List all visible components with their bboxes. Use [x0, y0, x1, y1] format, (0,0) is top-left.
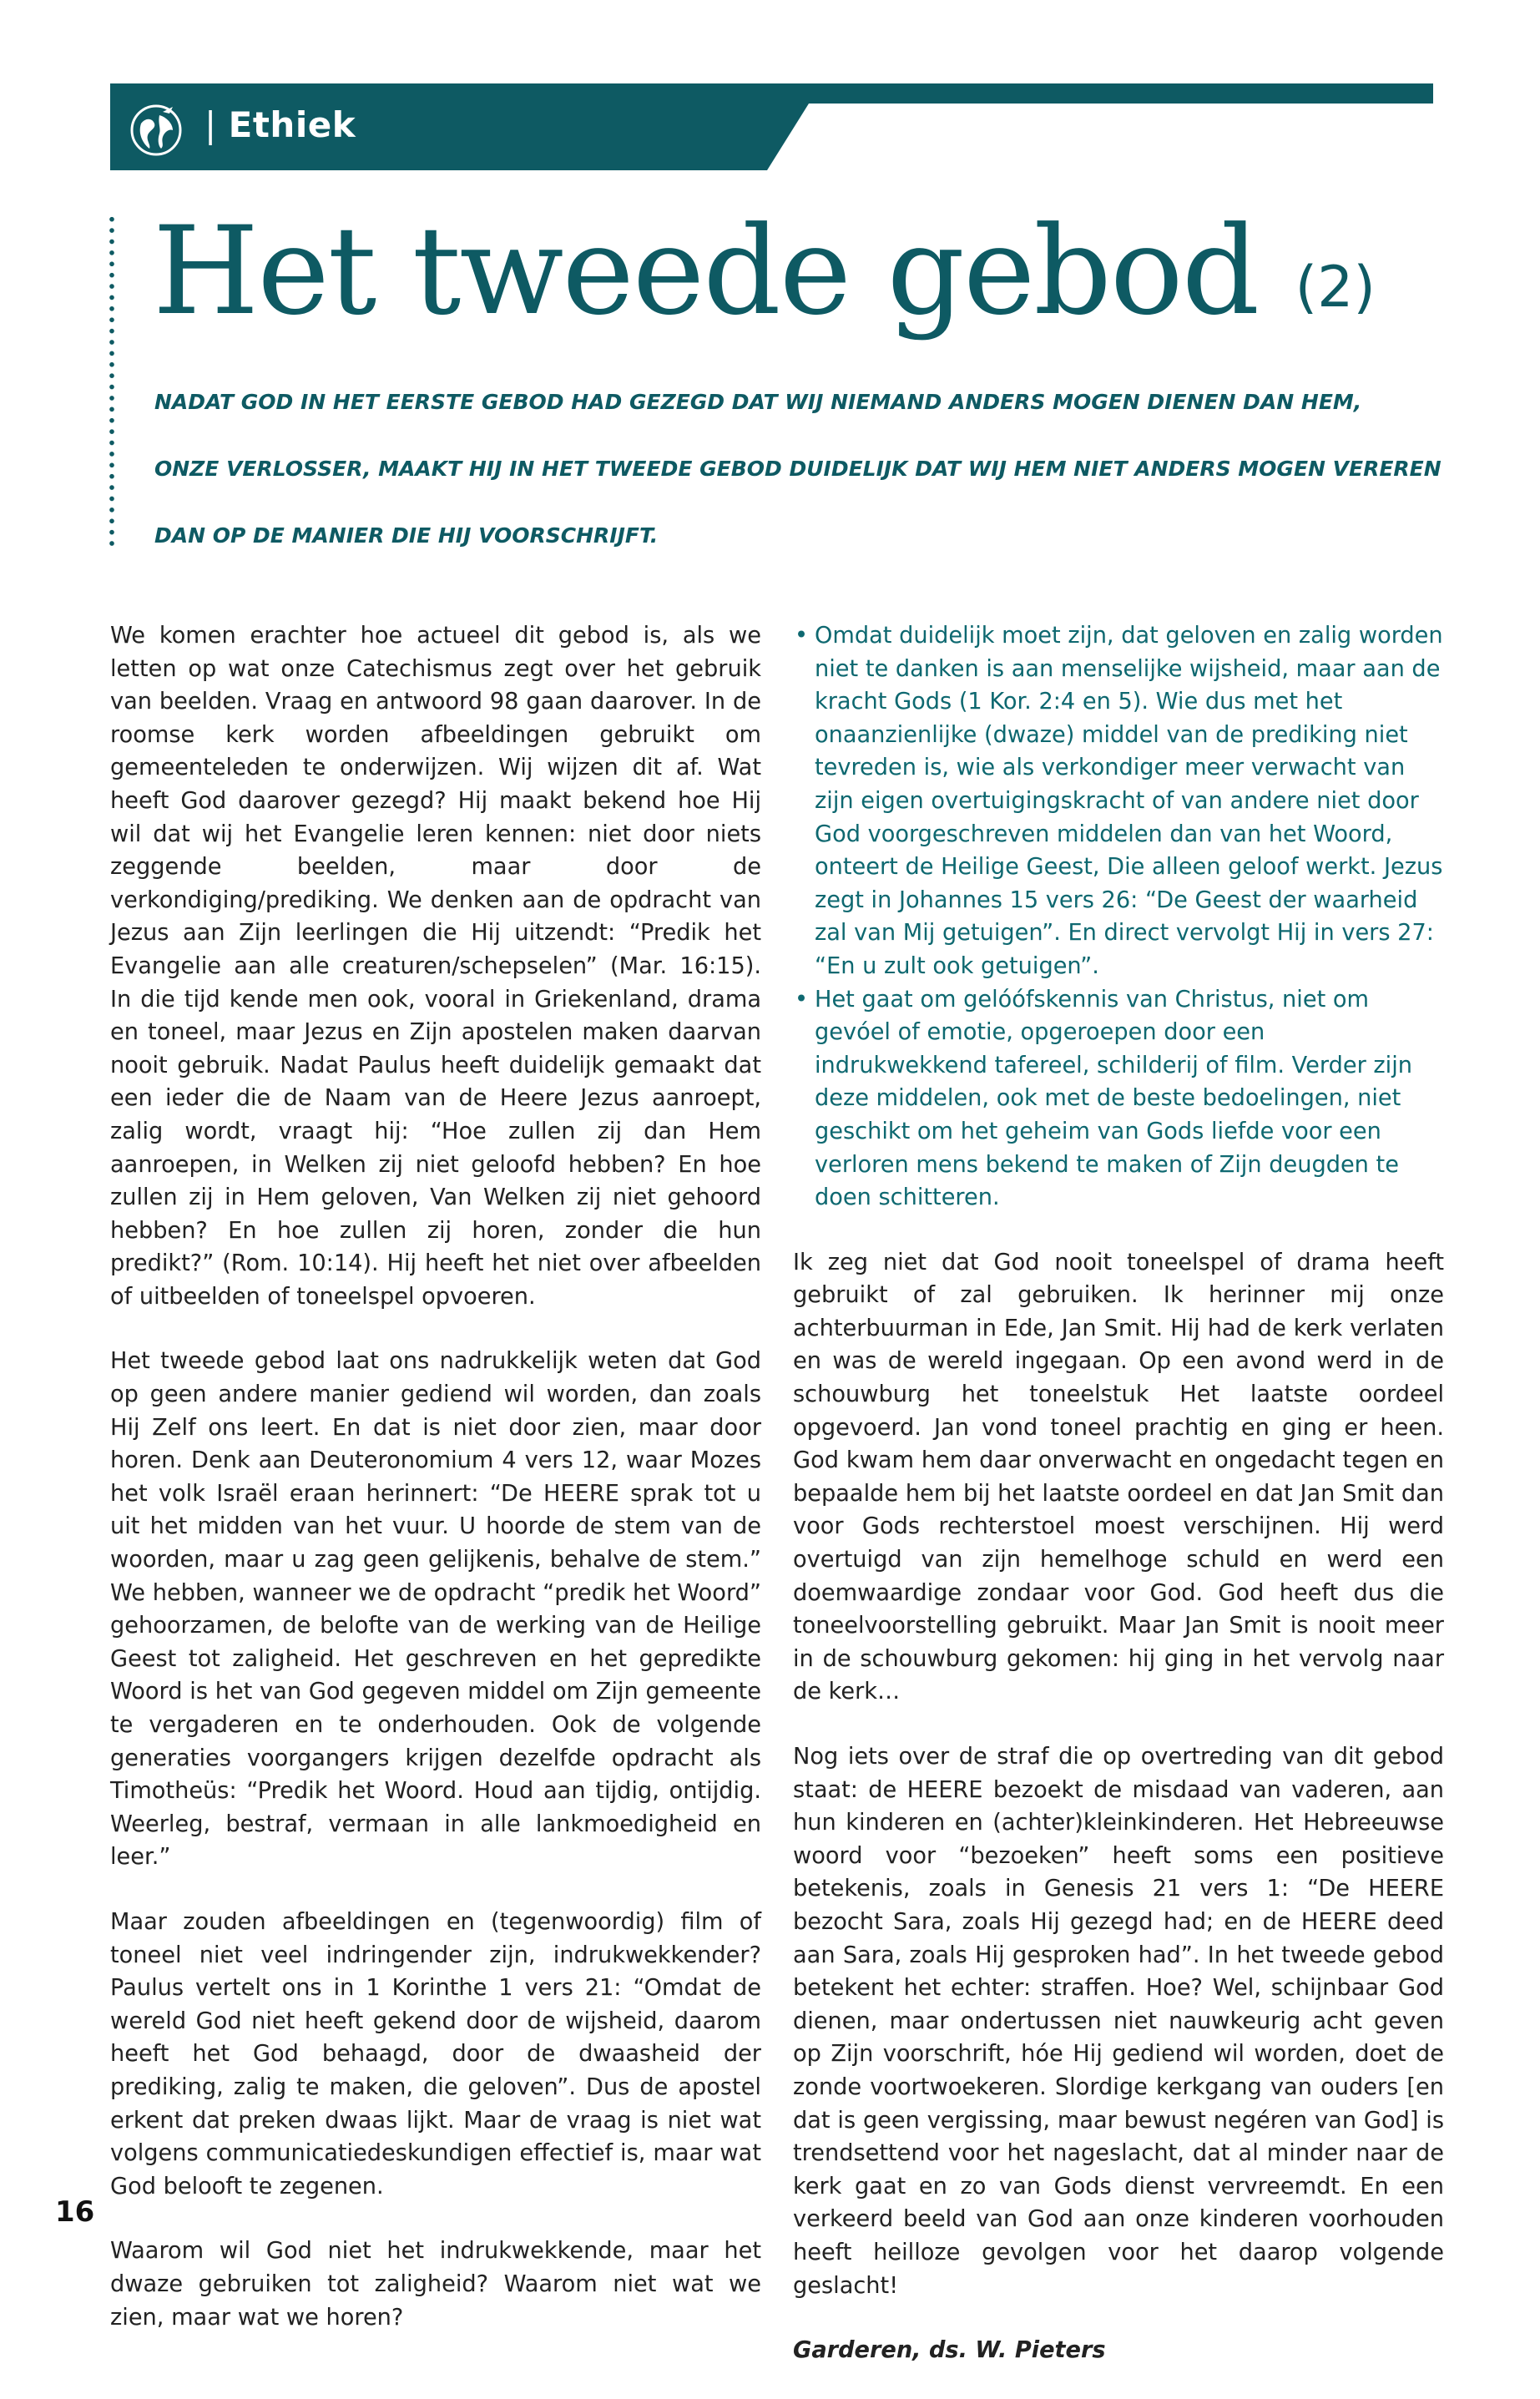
- right-column: [793, 619, 1444, 2399]
- bullet-dot-icon: •: [795, 623, 809, 649]
- body-paragraph: Nog iets over de straf die op overtreding van dit gebod staat: de HEERE bezoekt de misdaad van vaderen, aan hun kinderen en (achter)kleinkinderen. Het Hebreeuwse woord voor “bezoeken” heeft soms een positieve betekenis, zoals in Genesis 21 vers 1: “De HEERE bezocht Sara, zoals Hij gezegd had; en de HEERE deed aan Sara, zoals Hij gesproken had”. In het tweede gebod betekent het echter: straffen. Hoe? Wel, schijnbaar God dienen, maar ondertussen niet nauwkeurig acht geven op Zijn voorschrift, hóe Hij gediend wil worden, doet de zonde voortwoekeren. Slordige kerkgang van ouders [en dat is geen vergissing, maar bewust negéren van God] is trendsettend voor het nageslacht, dat al minder naar de kerk gaat en zo van Gods dienst vervreemdt. En een verkeerd beeld van God aan onze kinderen voorhouden heeft heilloze gevolgen voor het daarop volgende geslacht!: [793, 1744, 1444, 2299]
- body-paragraph: Maar zouden afbeeldingen en (tegenwoordig) film of toneel niet veel indringender zijn, indrukwekkender? Paulus vertelt ons in 1 Korinthe 1 vers 21: “Omdat de wereld God niet heeft gekend door de wijsheid, daarom heeft het God behaagd, door de dwaasheid der prediking, zalig te maken, die geloven”. Dus de apostel erkent dat preken dwaas lijkt. Maar de vraag is niet wat volgens communicatiedeskundigen effectief is, maar wat God belooft te zegenen.: [110, 1908, 761, 2200]
- article-title-number: (2): [1295, 255, 1376, 321]
- bullet-item: [793, 619, 1444, 983]
- body-paragraph: We komen erachter hoe actueel dit gebod is, als we letten op wat onze Catechismus zegt over het gebruik van beelden. Vraag en antwoord 98 gaan daarover. In de roomse kerk worden afbeeldingen gebruikt om gemeenteleden te onderwijzen. Wij wijzen dit af. Wat heeft God daarover gezegd? Hij maakt bekend hoe Hij wil dat wij het Evangelie leren kennen: niet door niets zeggende beelden, maar door de verkondiging/prediking. We denken aan de opdracht van Jezus aan Zijn leerlingen die Hij uitzendt: “Predik het Evangelie aan alle creaturen/schepselen” (Mar. 16:15). In die tijd kende men ook, vooral in Griekenland, drama en toneel, maar Jezus en Zijn apostelen maken daarvan nooit gebruik. Nadat Paulus heeft duidelijk gemaakt dat een ieder die de Naam van de Heere Jezus aanroept, zalig wordt, vraagt hij: “Hoe zullen zij dan Hem aanroepen, in Welken zij niet geloofd hebben? En hoe zullen zij in Hem geloven, Van Welken zij niet gehoord hebben? En hoe zullen zij horen, zonder die hun predikt?” (Rom. 10:14). Hij heeft het niet over afbeelden of uitbeelden of toneelspel opvoeren.: [110, 623, 761, 1310]
- section-name: Ethiek: [228, 104, 356, 145]
- article-title: [153, 200, 1376, 359]
- bullet-item: [793, 983, 1444, 1215]
- page-number: 16: [55, 2195, 95, 2229]
- bullet-text: Omdat duidelijk moet zijn, dat geloven en zalig worden niet te danken is aan menselijke wijsheid, maar aan de kracht Gods (1 Kor. 2:4 en 5). Wie dus met het onaanzienlijke (dwaze) middel van de prediking niet tevreden is, wie als verkondiger meer verwacht van zijn eigen overtuigingskracht of van andere niet door God voorgeschreven middelen dan van het Woord, onteert de Heilige Geest, Die alleen geloof werkt. Jezus zegt in Johannes 15 vers 26: “De Geest der waarheid zal van Mij getuigen”. En direct vervolgt Hij in vers 27: “En u zult ook getuigen”.: [815, 623, 1443, 979]
- body-paragraph: Het tweede gebod laat ons nadrukkelijk weten dat God op geen andere manier gediend wil worden, dan zoals Hij Zelf ons leert. En dat is niet door zien, maar door horen. Denk aan Deuteronomium 4 vers 12, waar Mozes het volk Israël eraan herinnert: “De HEERE sprak tot u uit het midden van het vuur. U hoorde de stem van de woorden, maar u zag geen gelijkenis, behalve de stem.” We hebben, wanneer we de opdracht “predik het Woord” gehoorzamen, de belofte van de werking van de Heilige Geest tot zaligheid. Het geschreven en het gepredikte Woord is het van God gegeven middel om Zijn gemeente te vergaderen en te onderhouden. Ook de volgende generaties voorgangers krijgen dezelfde opdracht als Timotheüs: “Predik het Woord. Houd aan tijdig, ontijdig. Weerleg, bestraf, vermaan in alle lankmoedigheid en leer.”: [110, 1348, 761, 1871]
- dotted-divider: [109, 214, 114, 549]
- left-column: [110, 619, 761, 2366]
- lead-line: NADAT GOD IN HET EERSTE GEBOD HAD GEZEGD DAT WIJ NIEMAND ANDERS MOGEN DIENEN DAN HEM,: [154, 390, 1362, 414]
- lead-line: DAN OP DE MANIER DIE HIJ VOORSCHRIJFT.: [154, 523, 659, 548]
- lead-line: ONZE VERLOSSER, MAAKT HIJ IN HET TWEEDE GEBOD DUIDELIJK DAT WIJ HEM NIET ANDERS MOGEN VEREREN: [154, 457, 1442, 481]
- section-separator: |: [204, 104, 217, 145]
- bullet-text: Het gaat om gelóófskennis van Christus, niet om gevóel of emotie, opgeroepen door een indrukwekkend tafereel, schilderij of film. Verder zijn deze middelen, ook met de beste bedoelingen, niet geschikt om het geheim van Gods liefde voor een verloren mens bekend te maken of Zijn deugden te doen schitteren.: [815, 986, 1413, 1211]
- body-paragraph: Ik zeg niet dat God nooit toneelspel of drama heeft gebruikt of zal gebruiken. Ik herinner mij onze achterbuurman in Ede, Jan Smit. Hij had de kerk verlaten en was de wereld ingegaan. Op een avond werd in de schouwburg het toneelstuk Het laatste oordeel opgevoerd. Jan vond toneel prachtig en ging er heen. God kwam hem daar onverwacht en ongedacht tegen en bepaalde hem bij het laatste oordeel en dat Jan Smit dan voor Gods rechterstoel moest verschijnen. Hij werd overtuigd van zijn hemelhoge schuld en werd een doemwaardige zondaar voor God. God heeft dus die toneelvoorstelling gebruikt. Maar Jan Smit is nooit meer in de schouwburg gekomen: hij ging in het vervolg naar de kerk…: [793, 1249, 1444, 1705]
- globe-bird-logo-icon: [129, 104, 183, 157]
- bullet-dot-icon: •: [795, 986, 809, 1013]
- bullet-list: [793, 619, 1444, 1215]
- article-title-text: Het tweede gebod: [153, 200, 1259, 342]
- author-signature: Garderen, ds. W. Pieters: [793, 2337, 1106, 2364]
- article-lead: [154, 386, 1457, 586]
- body-paragraph: Waarom wil God niet het indrukwekkende, maar het dwaze gebruiken tot zaligheid? Waarom niet wat we zien, maar wat we horen?: [110, 2238, 761, 2331]
- section-label: [204, 104, 356, 145]
